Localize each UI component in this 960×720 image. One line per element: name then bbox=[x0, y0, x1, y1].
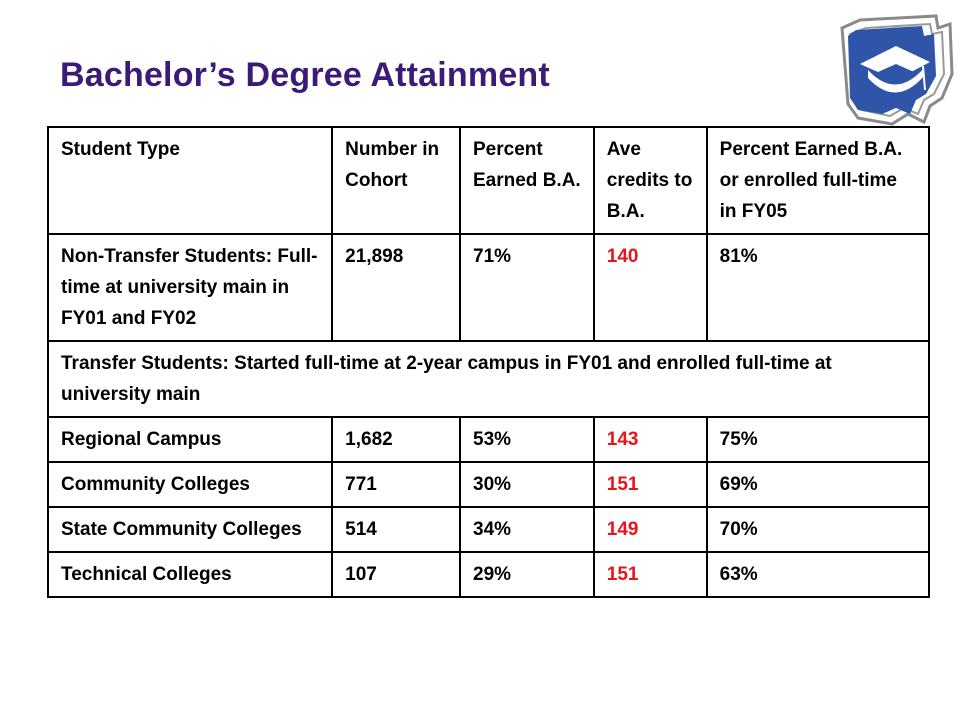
table-cell: 53% bbox=[460, 417, 594, 462]
table-row bbox=[48, 552, 929, 597]
table-cell: 81% bbox=[707, 234, 929, 341]
table-header-row bbox=[48, 127, 929, 234]
header-cell: Student Type bbox=[48, 127, 332, 234]
table-cell: 107 bbox=[332, 552, 460, 597]
table-cell: Community Colleges bbox=[48, 462, 332, 507]
table-row bbox=[48, 417, 929, 462]
section-row bbox=[48, 341, 929, 417]
table-cell: 149 bbox=[594, 507, 707, 552]
section-label: Transfer Students: Started full-time at 2-year campus in FY01 and enrolled full-time at university main bbox=[48, 341, 929, 417]
table-row bbox=[48, 507, 929, 552]
table-cell: 151 bbox=[594, 552, 707, 597]
table-cell: 140 bbox=[594, 234, 707, 341]
table-cell: 514 bbox=[332, 507, 460, 552]
header-cell: Number in Cohort bbox=[332, 127, 460, 234]
header-cell: Percent Earned B.A. or enrolled full-time in FY05 bbox=[707, 127, 929, 234]
table-cell: 70% bbox=[707, 507, 929, 552]
table-cell: 69% bbox=[707, 462, 929, 507]
table-cell: 771 bbox=[332, 462, 460, 507]
ohio-state-map-graduation-cap-logo-icon bbox=[838, 14, 956, 130]
attainment-table bbox=[47, 126, 930, 598]
table-cell: 29% bbox=[460, 552, 594, 597]
table-cell: 143 bbox=[594, 417, 707, 462]
slide-title: Bachelor’s Degree Attainment bbox=[60, 56, 550, 94]
table-row bbox=[48, 234, 929, 341]
table-cell: 34% bbox=[460, 507, 594, 552]
table-cell: 71% bbox=[460, 234, 594, 341]
table-cell: Non-Transfer Students: Full-time at university main in FY01 and FY02 bbox=[48, 234, 332, 341]
header-cell: Percent Earned B.A. bbox=[460, 127, 594, 234]
table-cell: State Community Colleges bbox=[48, 507, 332, 552]
table-cell: 151 bbox=[594, 462, 707, 507]
table-cell: Regional Campus bbox=[48, 417, 332, 462]
table-cell: 75% bbox=[707, 417, 929, 462]
table-cell: 21,898 bbox=[332, 234, 460, 341]
table-cell: 30% bbox=[460, 462, 594, 507]
table-cell: Technical Colleges bbox=[48, 552, 332, 597]
table-cell: 1,682 bbox=[332, 417, 460, 462]
table-row bbox=[48, 462, 929, 507]
table-cell: 63% bbox=[707, 552, 929, 597]
header-cell: Ave credits to B.A. bbox=[594, 127, 707, 234]
